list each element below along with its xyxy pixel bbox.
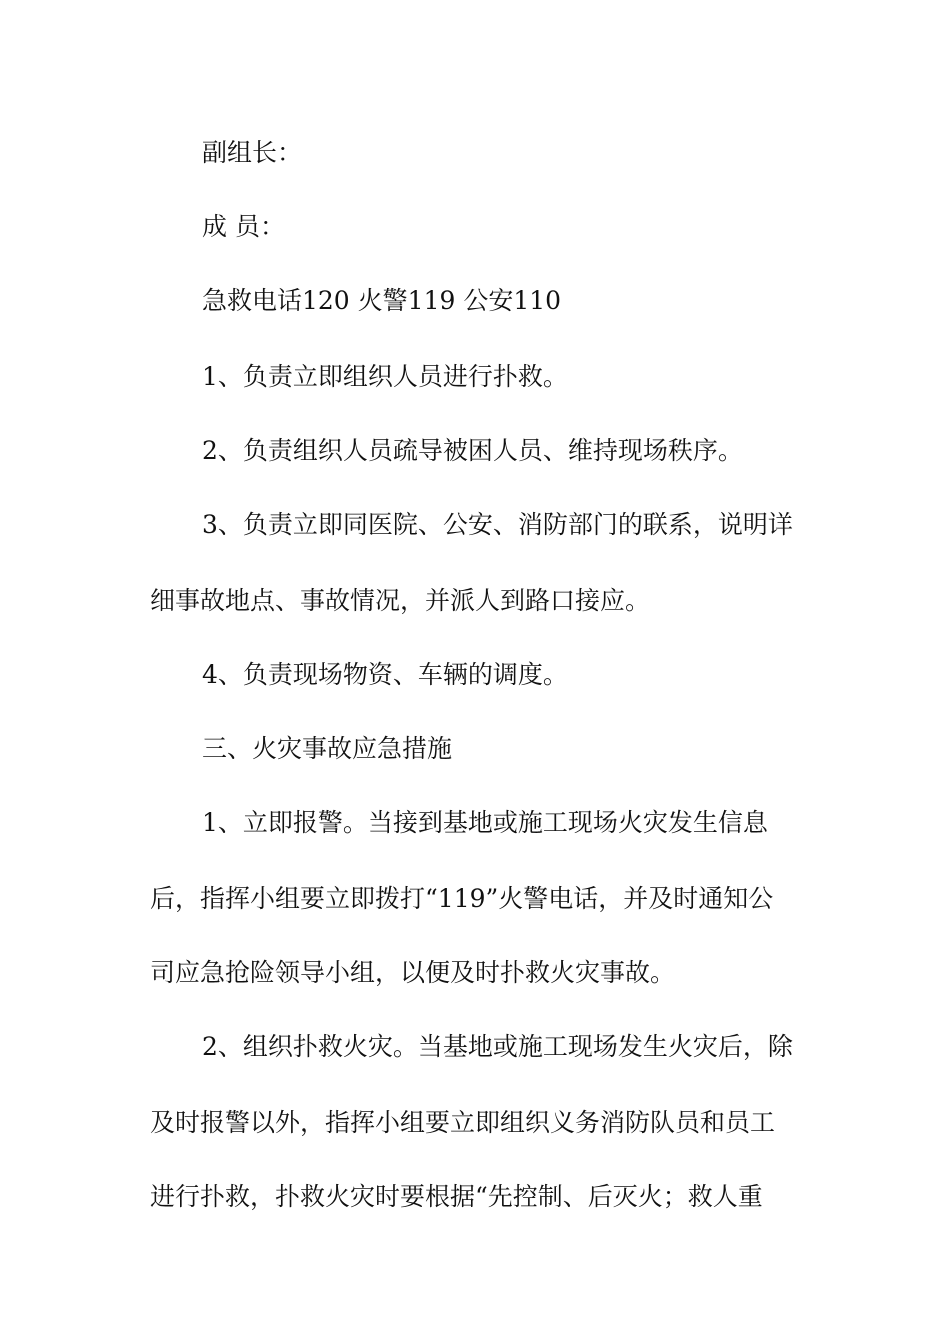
text-line-duty-1: 1、负责立即组织人员进行扑救。 bbox=[202, 362, 568, 391]
text-line-fire-2-cont-a: 及时报警以外，指挥小组要立即组织义务消防队员和员工 bbox=[150, 1108, 776, 1137]
text-line-fire-1-cont-a: 后，指挥小组要立即拨打“119”火警电话，并及时通知公 bbox=[150, 884, 774, 913]
text-line-fire-2-cont-b: 进行扑救，扑救火灾时要根据“先控制、后灭火；救人重 bbox=[150, 1182, 763, 1211]
text-line-duty-3: 3、负责立即同医院、公安、消防部门的联系，说明详 bbox=[202, 510, 793, 539]
section-heading-fire-measures: 三、火灾事故应急措施 bbox=[202, 734, 453, 763]
text-line-emergency-numbers: 急救电话120 火警119 公安110 bbox=[202, 286, 562, 315]
text-line-duty-2: 2、负责组织人员疏导被困人员、维持现场秩序。 bbox=[202, 436, 743, 465]
text-line-deputy-leader: 副组长： bbox=[202, 138, 303, 167]
text-line-duty-3-cont: 细事故地点、事故情况，并派人到路口接应。 bbox=[150, 586, 651, 615]
text-line-fire-1: 1、立即报警。当接到基地或施工现场火灾发生信息 bbox=[202, 808, 768, 837]
text-line-fire-1-cont-b: 司应急抢险领导小组，以便及时扑救火灾事故。 bbox=[150, 958, 676, 987]
text-line-fire-2: 2、组织扑救火灾。当基地或施工现场发生火灾后，除 bbox=[202, 1032, 793, 1061]
text-line-members: 成 员： bbox=[202, 212, 285, 241]
text-line-duty-4: 4、负责现场物资、车辆的调度。 bbox=[202, 660, 568, 689]
